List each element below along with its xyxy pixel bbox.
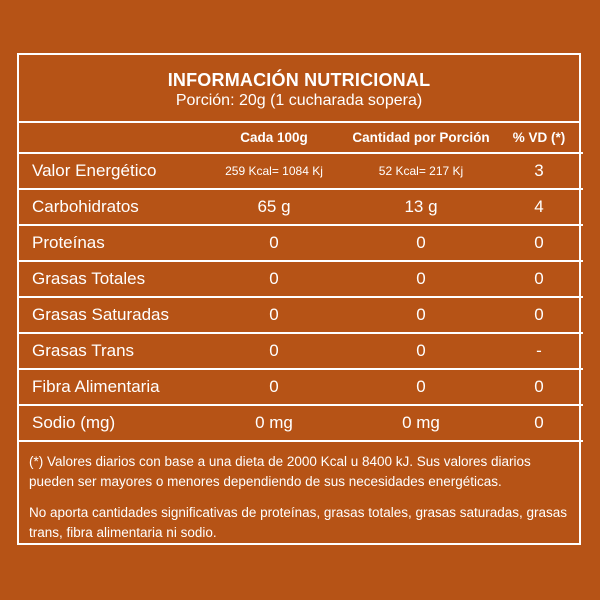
daily-value: 0 bbox=[495, 225, 583, 261]
value-per-100g: 0 mg bbox=[201, 405, 347, 441]
value-per-100g: 0 bbox=[201, 297, 347, 333]
label-footnotes bbox=[19, 442, 579, 543]
value-per-100g: 65 g bbox=[201, 189, 347, 225]
value-per-portion: 0 bbox=[347, 261, 495, 297]
table-row bbox=[19, 297, 583, 333]
value-per-portion: 52 Kcal= 217 Kj bbox=[347, 153, 495, 189]
table-row bbox=[19, 225, 583, 261]
nutrient-name: Sodio (mg) bbox=[19, 405, 201, 441]
value-per-100g: 259 Kcal= 1084 Kj bbox=[201, 153, 347, 189]
nutrient-name: Fibra Alimentaria bbox=[19, 369, 201, 405]
table-row bbox=[19, 153, 583, 189]
value-per-portion: 13 g bbox=[347, 189, 495, 225]
insignificant-amounts-note: No aporta cantidades significativas de proteínas, grasas totales, grasas saturadas, grasas trans, fibra alimentaria ni sodio. bbox=[29, 505, 568, 540]
label-title: INFORMACIÓN NUTRICIONAL bbox=[167, 70, 431, 90]
nutrient-name: Grasas Trans bbox=[19, 333, 201, 369]
label-header bbox=[19, 55, 579, 123]
column-header-nutrient bbox=[19, 123, 201, 153]
nutrition-label bbox=[17, 53, 581, 545]
value-per-100g: 0 bbox=[201, 261, 347, 297]
nutrient-name: Proteínas bbox=[19, 225, 201, 261]
daily-value: 0 bbox=[495, 405, 583, 441]
column-header-per-portion: Cantidad por Porción bbox=[347, 123, 495, 153]
daily-value-footnote: (*) Valores diarios con base a una dieta de 2000 Kcal u 8400 kJ. Sus valores diarios pueden ser mayores o menores dependiendo de sus necesidades energéticas. bbox=[29, 454, 531, 489]
value-per-100g: 0 bbox=[201, 369, 347, 405]
table-row bbox=[19, 405, 583, 441]
table-header-row bbox=[19, 123, 583, 153]
daily-value: 4 bbox=[495, 189, 583, 225]
portion-subtitle: Porción: 20g (1 cucharada sopera) bbox=[175, 92, 423, 109]
column-header-per-100g: Cada 100g bbox=[201, 123, 347, 153]
table-row bbox=[19, 369, 583, 405]
nutrient-name: Grasas Saturadas bbox=[19, 297, 201, 333]
value-per-100g: 0 bbox=[201, 333, 347, 369]
value-per-portion: 0 bbox=[347, 333, 495, 369]
value-per-portion: 0 bbox=[347, 225, 495, 261]
column-header-daily-value: % VD (*) bbox=[495, 123, 583, 153]
daily-value: 0 bbox=[495, 369, 583, 405]
nutrient-name: Grasas Totales bbox=[19, 261, 201, 297]
daily-value: - bbox=[495, 333, 583, 369]
daily-value: 3 bbox=[495, 153, 583, 189]
value-per-portion: 0 bbox=[347, 297, 495, 333]
nutrient-name: Valor Energético bbox=[19, 153, 201, 189]
table-row bbox=[19, 333, 583, 369]
value-per-portion: 0 bbox=[347, 369, 495, 405]
table-row bbox=[19, 189, 583, 225]
daily-value: 0 bbox=[495, 297, 583, 333]
value-per-100g: 0 bbox=[201, 225, 347, 261]
nutrition-table bbox=[19, 123, 583, 442]
value-per-portion: 0 mg bbox=[347, 405, 495, 441]
table-row bbox=[19, 261, 583, 297]
nutrient-name: Carbohidratos bbox=[19, 189, 201, 225]
daily-value: 0 bbox=[495, 261, 583, 297]
